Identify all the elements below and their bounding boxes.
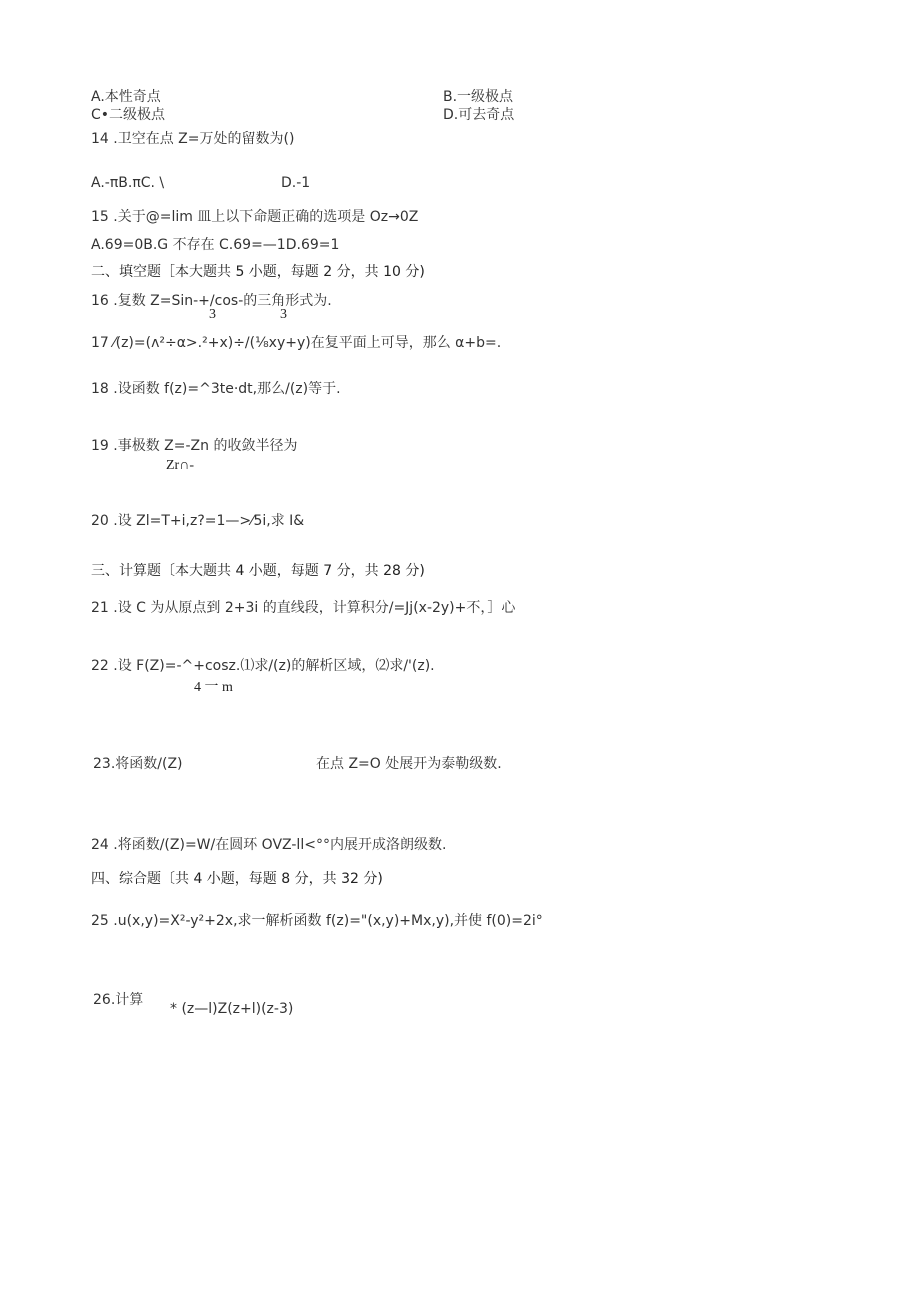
q16-subscript-1: 3 <box>209 307 216 322</box>
question-17: 17 ⁄(z)=(ʌ²÷α>.²+x)÷/(⅛xy+y)在复平面上可导，那么 α+b=. <box>91 335 502 351</box>
q22-subscript: 4 一 m <box>194 680 233 695</box>
question-26-label: 26.计算 <box>93 992 144 1008</box>
q13-option-c: C•二级极点 <box>91 107 166 123</box>
q14-options-abc: A.-πB.πC. \ <box>91 175 165 191</box>
question-23: 在点 Z=O 处展开为泰勒级数. <box>316 756 502 772</box>
question-20: 20 .设 Zl=T+i,z?=1—>⁄5i,求 I& <box>91 513 305 529</box>
q13-option-b: B.一级极点 <box>443 89 514 105</box>
question-24: 24 .将函数/(Z)=W/在圆环 OVZ-ll<°°内展开成洛朗级数. <box>91 837 447 853</box>
q13-option-d: D.可去奇点 <box>443 107 515 123</box>
q16-subscript-2: 3 <box>280 307 287 322</box>
question-16: 16 .复数 Z=Sin-+/cos-的三角形式为. <box>91 293 332 309</box>
q13-option-a: A.本性奇点 <box>91 89 161 105</box>
section-3-heading: 三、计算题〔本大题共 4 小题，每题 7 分，共 28 分) <box>91 563 425 579</box>
question-18: 18 .设函数 f(z)=^3te·dt,那么/(z)等于. <box>91 381 341 397</box>
question-14: 14 .卫空在点 Z=万处的留数为() <box>91 131 295 147</box>
question-15: 15 .关于@=lim 皿上以下命题正确的选项是 Oz→0Z <box>91 209 419 225</box>
question-19: 19 .事极数 Z=-Zn 的收敛半径为 <box>91 438 298 454</box>
q19-subscript: Zr∩- <box>166 458 194 473</box>
question-21: 21 .设 C 为从原点到 2+3i 的直线段，计算积分/=Jj(x-2y)+不，］心 <box>91 600 516 616</box>
section-2-heading: 二、填空题［本大题共 5 小题，每题 2 分，共 10 分) <box>91 264 425 280</box>
section-4-heading: 四、综合题〔共 4 小题，每题 8 分，共 32 分) <box>91 871 383 887</box>
q15-options: A.69=0B.G 不存在 C.69=—1D.69=1 <box>91 237 340 253</box>
question-26-expression: * (z—l)Z(z+l)(z-3) <box>170 1001 294 1017</box>
question-25: 25 .u(x,y)=X²-y²+2x,求一解析函数 f(z)="(x,y)+Mx,y),并使 f(0)=2i° <box>91 913 543 929</box>
question-23-label: 23.将函数/(Z) <box>93 756 183 772</box>
q14-option-d: D.-1 <box>281 175 311 191</box>
question-22: 22 .设 F(Z)=-^+cosz.⑴求/(z)的解析区域，⑵求/'(z). <box>91 658 435 674</box>
